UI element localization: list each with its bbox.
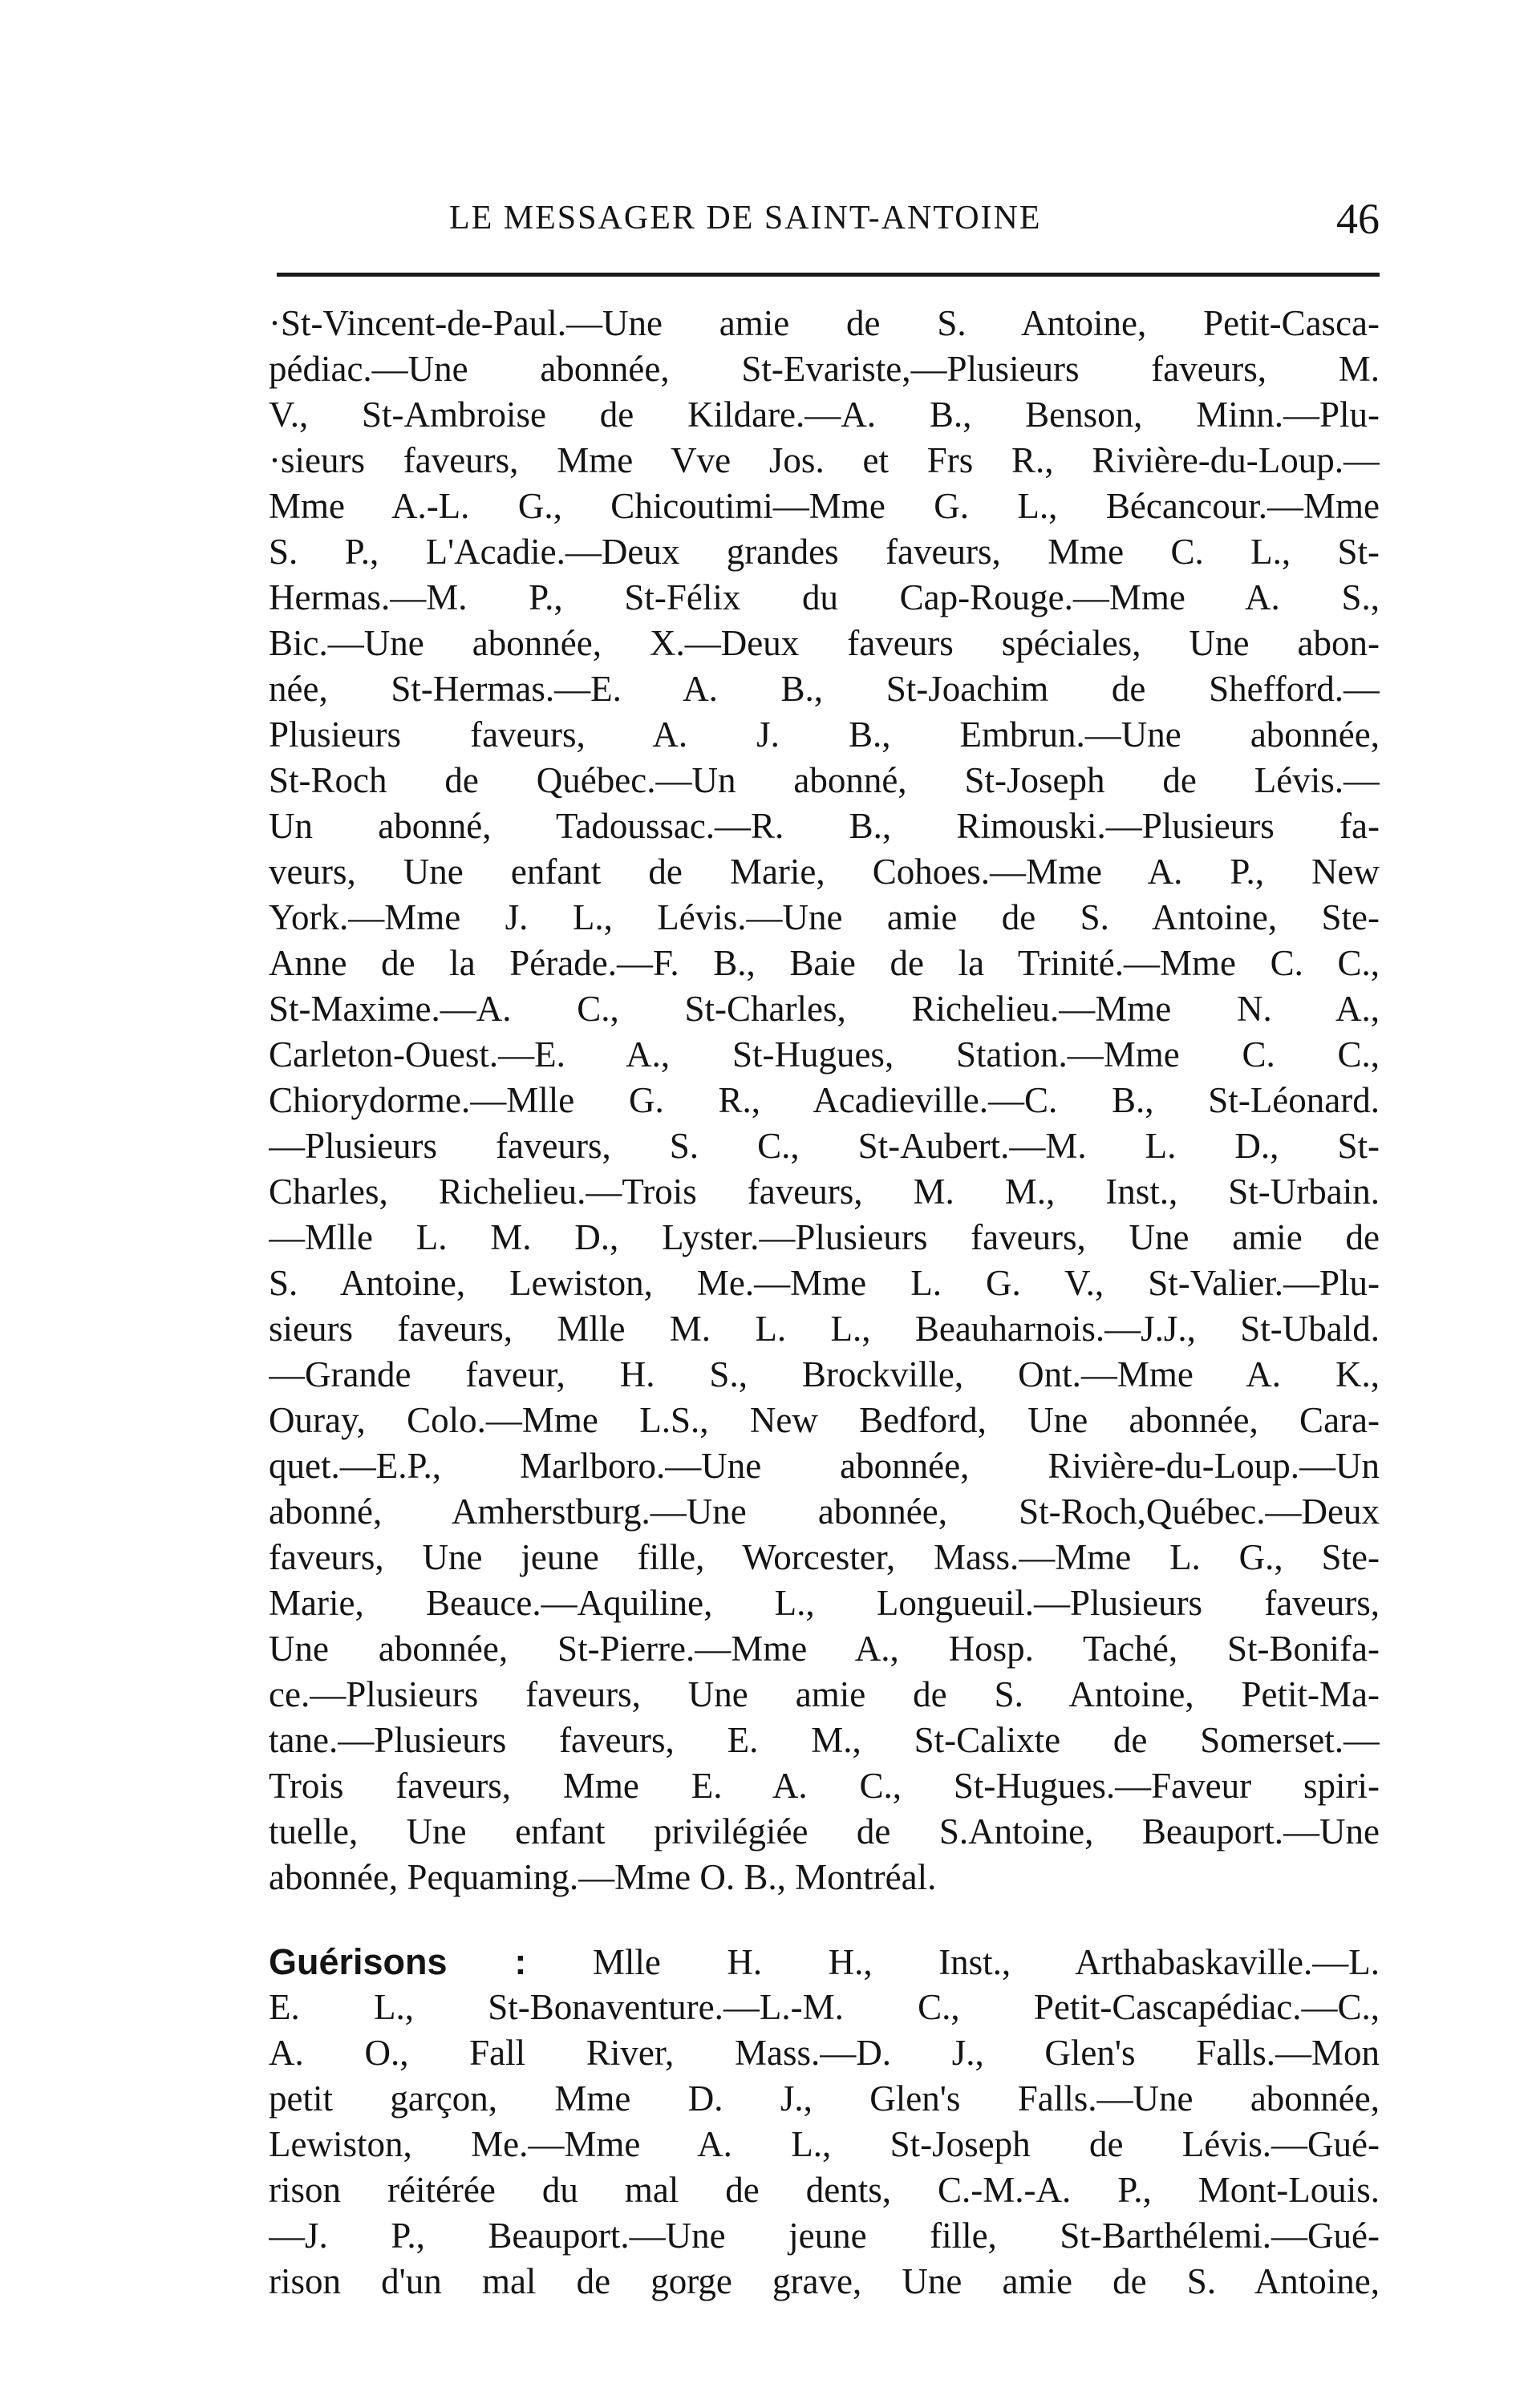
text-line: —Plusieurs faveurs, S. C., St-Aubert.—M. L. D., St-	[269, 1126, 1380, 1166]
text-line: abonné, Amherstburg.—Une abonnée, St-Roch,Québec.—Deux	[269, 1491, 1380, 1532]
text-line: sieurs faveurs, Mlle M. L. L., Beauharnois.—J.J., St-Ubald.	[269, 1309, 1380, 1349]
page-body	[269, 301, 1380, 2305]
text-line: —Grande faveur, H. S., Brockville, Ont.—Mme A. K.,	[269, 1354, 1380, 1394]
healings-first-line: Mlle H. H., Inst., Arthabaskaville.—L.	[526, 1942, 1380, 1982]
text-line	[269, 1939, 1380, 1985]
text-line: Trois faveurs, Mme E. A. C., St-Hugues.—Faveur spiri-	[269, 1766, 1380, 1806]
text-line: Lewiston, Me.—Mme A. L., St-Joseph de Lévis.—Gué-	[269, 2124, 1380, 2164]
text-line: tuelle, Une enfant privilégiée de S.Antoine, Beauport.—Une	[269, 1811, 1380, 1852]
text-line: rison d'un mal de gorge grave, Une amie de S. Antoine,	[269, 2261, 1380, 2301]
text-line: —Mlle L. M. D., Lyster.—Plusieurs faveurs, Une amie de	[269, 1217, 1380, 1257]
text-line: ·St-Vincent-de-Paul.—Une amie de S. Antoine, Petit-Casca-	[269, 303, 1380, 343]
text-line: St-Roch de Québec.—Un abonné, St-Joseph de Lévis.—	[269, 760, 1380, 800]
text-line: Un abonné, Tadoussac.—R. B., Rimouski.—Plusieurs fa-	[269, 806, 1380, 846]
text-line: rison réitérée du mal de dents, C.-M.-A. P., Mont-Louis.	[269, 2170, 1380, 2210]
text-line: Mme A.-L. G., Chicoutimi—Mme G. L., Bécancour.—Mme	[269, 486, 1380, 526]
text-line: E. L., St-Bonaventure.—L.-M. C., Petit-Cascapédiac.—C.,	[269, 1987, 1380, 2027]
text-line: Anne de la Pérade.—F. B., Baie de la Trinité.—Mme C. C.,	[269, 943, 1380, 983]
text-line: pédiac.—Une abonnée, St-Evariste,—Plusieurs faveurs, M.	[269, 349, 1380, 389]
text-line: tane.—Plusieurs faveurs, E. M., St-Calixte de Somerset.—	[269, 1720, 1380, 1760]
healings-heading: Guérisons :	[269, 1941, 527, 1982]
text-line: née, St-Hermas.—E. A. B., St-Joachim de Shefford.—	[269, 669, 1380, 709]
section-gap	[269, 1900, 1380, 1939]
text-line: Une abonnée, St-Pierre.—Mme A., Hosp. Taché, St-Bonifa-	[269, 1629, 1380, 1669]
text-line: S. P., L'Acadie.—Deux grandes faveurs, Mme C. L., St-	[269, 532, 1380, 572]
text-line: St-Maxime.—A. C., St-Charles, Richelieu.—Mme N. A.,	[269, 989, 1380, 1029]
text-line: Bic.—Une abonnée, X.—Deux faveurs spéciales, Une abon-	[269, 623, 1380, 663]
text-line: abonnée, Pequaming.—Mme O. B., Montréal.	[269, 1857, 937, 1897]
text-line: Ouray, Colo.—Mme L.S., New Bedford, Une abonnée, Cara-	[269, 1400, 1380, 1440]
text-line: faveurs, Une jeune fille, Worcester, Mass.—Mme L. G., Ste-	[269, 1537, 1380, 1577]
header-rule	[277, 273, 1380, 277]
healings-paragraph	[269, 1939, 1380, 2305]
text-line: York.—Mme J. L., Lévis.—Une amie de S. Antoine, Ste-	[269, 897, 1380, 937]
text-line: Chiorydorme.—Mlle G. R., Acadieville.—C. B., St-Léonard.	[269, 1080, 1380, 1120]
text-line: Carleton-Ouest.—E. A., St-Hugues, Station.—Mme C. C.,	[269, 1034, 1380, 1074]
text-line: V., St-Ambroise de Kildare.—A. B., Benson, Minn.—Plu-	[269, 395, 1380, 435]
text-line: Charles, Richelieu.—Trois faveurs, M. M., Inst., St-Urbain.	[269, 1172, 1380, 1212]
text-line: Plusieurs faveurs, A. J. B., Embrun.—Une abonnée,	[269, 714, 1380, 755]
text-line: A. O., Fall River, Mass.—D. J., Glen's Falls.—Mon	[269, 2033, 1380, 2073]
page-header	[449, 195, 1380, 263]
text-line: petit garçon, Mme D. J., Glen's Falls.—Une abonnée,	[269, 2078, 1380, 2119]
text-line: veurs, Une enfant de Marie, Cohoes.—Mme A. P., New	[269, 852, 1380, 892]
text-line: ·sieurs faveurs, Mme Vve Jos. et Frs R., Rivière-du-Loup.—	[269, 440, 1380, 480]
running-title: LE MESSAGER DE SAINT-ANTOINE	[449, 200, 1042, 237]
page-number: 46	[1336, 195, 1380, 243]
text-line: quet.—E.P., Marlboro.—Une abonnée, Rivière-du-Loup.—Un	[269, 1446, 1380, 1486]
text-line: Marie, Beauce.—Aquiline, L., Longueuil.—Plusieurs faveurs,	[269, 1583, 1380, 1623]
favours-paragraph	[269, 301, 1380, 1900]
text-line: Hermas.—M. P., St-Félix du Cap-Rouge.—Mme A. S.,	[269, 577, 1380, 617]
text-line: —J. P., Beauport.—Une jeune fille, St-Barthélemi.—Gué-	[269, 2216, 1380, 2256]
text-line: S. Antoine, Lewiston, Me.—Mme L. G. V., St-Valier.—Plu-	[269, 1263, 1380, 1303]
text-line: ce.—Plusieurs faveurs, Une amie de S. Antoine, Petit-Ma-	[269, 1674, 1380, 1714]
